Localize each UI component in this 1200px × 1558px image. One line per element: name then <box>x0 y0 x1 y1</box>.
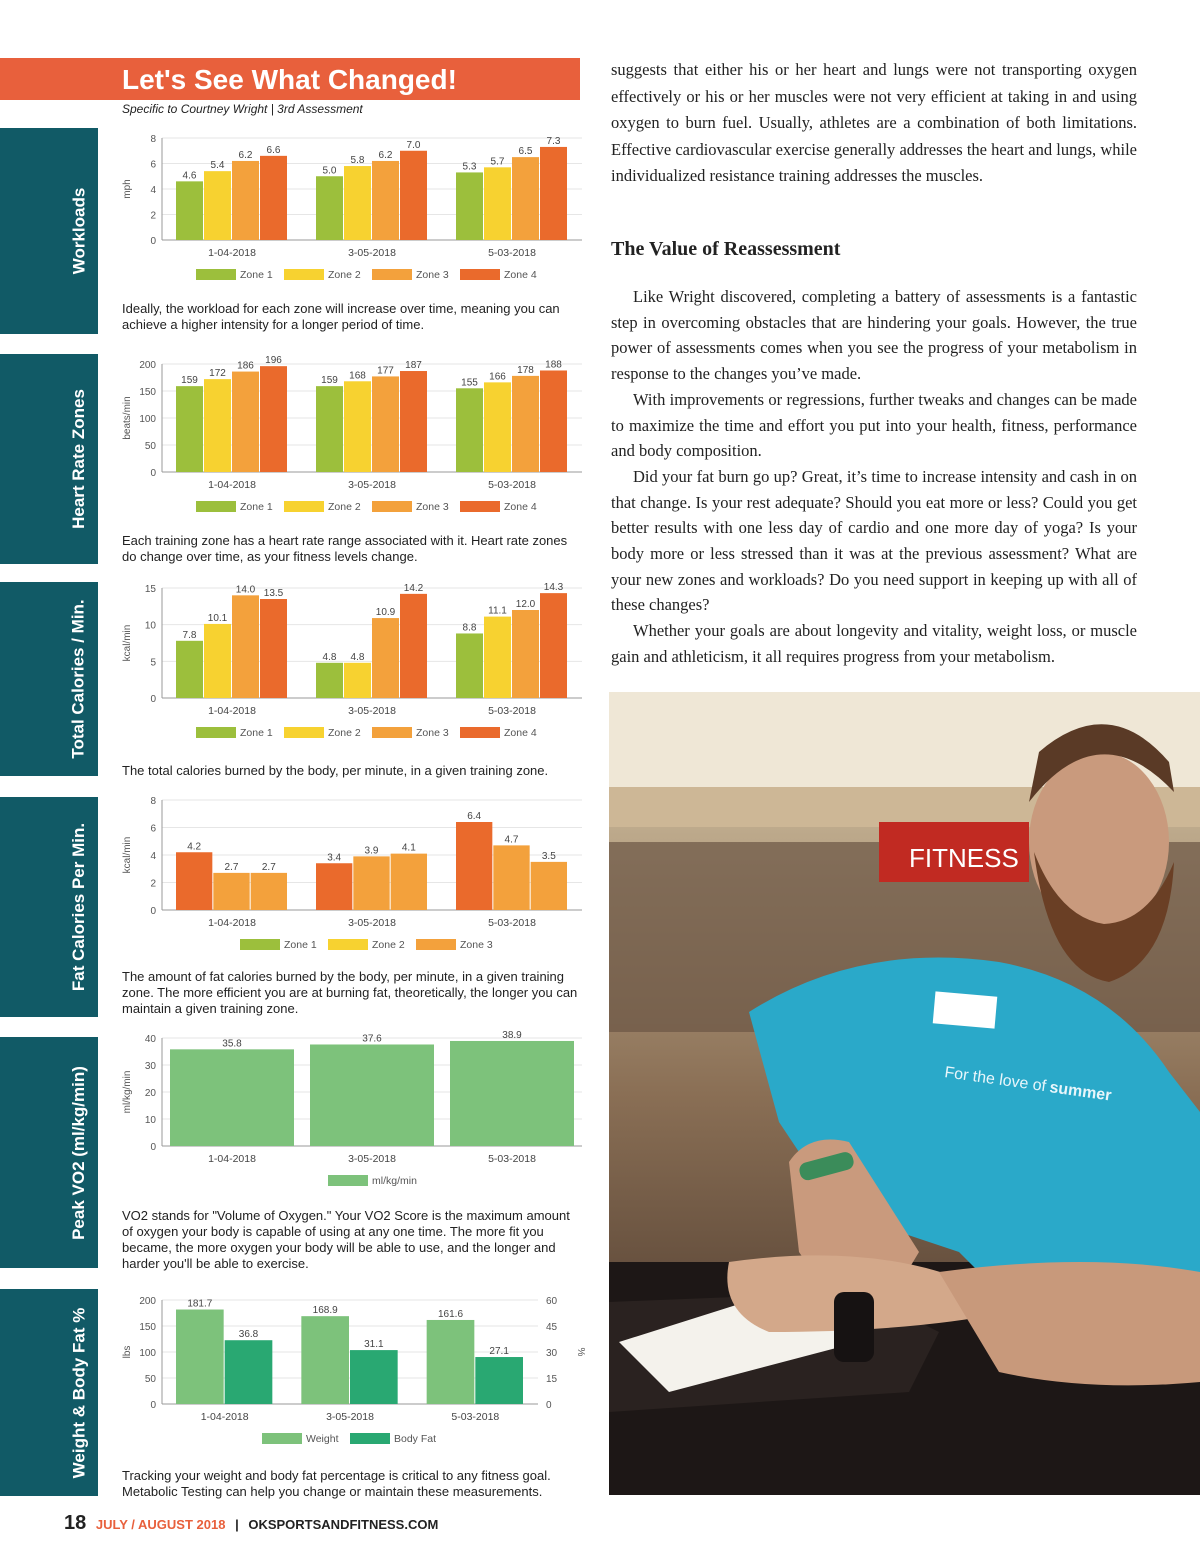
caption-fat-calories: The amount of fat calories burned by the body, per minute, in a given training zone. The more efficient you are at burning fat, theoretically, the longer you can maintain a given training zone. <box>122 969 578 1016</box>
fitness-sign-text: FITNESS <box>909 843 1019 873</box>
article-heading: The Value of Reassessment <box>611 238 841 260</box>
side-tab-fat-calories <box>0 797 98 1017</box>
data-label: 14.0 <box>235 584 256 596</box>
x-tick-label: 3-05-2018 <box>348 1153 396 1165</box>
side-tab-label: Heart Rate Zones <box>69 389 89 529</box>
bar <box>213 873 249 910</box>
data-label: 159 <box>321 375 338 387</box>
data-label: 5.4 <box>210 160 225 172</box>
chart-total-calories <box>112 578 588 756</box>
y-axis-label: kcal/min <box>122 836 133 874</box>
bar <box>260 366 287 472</box>
bar <box>484 382 511 472</box>
page-footer <box>64 1512 438 1535</box>
bar <box>204 624 231 698</box>
bar <box>353 856 389 910</box>
data-label: 10.1 <box>207 612 228 624</box>
data-label: 186 <box>237 360 254 372</box>
data-label: 5.3 <box>462 161 477 173</box>
legend-label: Zone 3 <box>416 501 449 513</box>
data-label: 196 <box>265 355 282 367</box>
data-label: 2.7 <box>261 861 276 873</box>
data-label: 14.2 <box>403 582 424 594</box>
data-label: 5.0 <box>322 165 337 177</box>
legend-swatch <box>262 1433 302 1444</box>
article-intro <box>611 57 1137 190</box>
data-label: 159 <box>181 375 198 387</box>
y-tick-label: 10 <box>144 620 156 632</box>
article-paragraph: Whether your goals are about longevity and vitality, weight loss, or muscle gain and athleticism, it all requires progress from your metabolism. <box>611 621 1137 666</box>
caption-vo2: VO2 stands for "Volume of Oxygen." Your VO2 Score is the maximum amount of oxygen your body is capable of using at any one time. The more fit you became, the more oxygen your body will be able to use, and the longer and harder you'll be able to exercise. <box>122 1208 570 1271</box>
x-tick-label: 3-05-2018 <box>348 479 396 491</box>
y2-tick-label: 45 <box>546 1322 558 1333</box>
data-label: 36.8 <box>238 1329 259 1341</box>
data-label: 168 <box>349 370 366 382</box>
legend-label: Zone 3 <box>460 939 493 951</box>
legend-swatch <box>284 727 324 738</box>
side-tab-label: Peak VO2 (ml/kg/min) <box>69 1065 88 1240</box>
data-label: 2.7 <box>224 861 239 873</box>
bar <box>540 147 567 240</box>
bar <box>232 161 259 240</box>
article-paragraph: Like Wright discovered, completing a battery of assessments is a fantastic step in overcoming obstacles that are hindering your goals. However, the true power of assessments comes when you see the progress of your metabolism in response to the changes you’ve made. <box>611 287 1137 384</box>
x-tick-label: 5-03-2018 <box>488 479 536 491</box>
y-tick-label: 2 <box>150 878 156 890</box>
data-label: 12.0 <box>515 599 536 610</box>
y-tick-label: 200 <box>139 360 156 371</box>
x-tick-label: 5-03-2018 <box>488 1153 536 1165</box>
chart-vo2 <box>112 1028 588 1204</box>
bar <box>512 610 539 698</box>
data-label: 181.7 <box>187 1298 213 1310</box>
y2-tick-label: 30 <box>546 1348 558 1359</box>
legend-swatch <box>372 501 412 512</box>
legend-swatch <box>460 269 500 280</box>
legend-swatch <box>416 939 456 950</box>
y-tick-label: 50 <box>144 441 156 452</box>
data-label: 3.5 <box>541 850 556 862</box>
bar <box>372 618 399 698</box>
x-tick-label: 1-04-2018 <box>208 247 256 259</box>
bar <box>176 641 203 698</box>
y-axis-label: kcal/min <box>122 624 133 662</box>
y-tick-label: 0 <box>150 468 156 479</box>
y-tick-label: 150 <box>139 387 156 398</box>
y-tick-label: 2 <box>150 210 156 222</box>
x-tick-label: 1-04-2018 <box>208 1153 256 1165</box>
data-label: 5.8 <box>350 155 365 167</box>
data-label: 6.2 <box>378 149 393 161</box>
data-label: 168.9 <box>312 1305 338 1317</box>
side-tab-workloads <box>0 128 98 334</box>
x-tick-label: 1-04-2018 <box>208 917 256 929</box>
side-tab-vo2 <box>0 1037 98 1268</box>
legend-swatch <box>240 939 280 950</box>
bar <box>232 595 259 698</box>
data-label: 172 <box>209 368 226 380</box>
photo-illustration <box>609 692 1200 1495</box>
x-tick-label: 5-03-2018 <box>488 917 536 929</box>
data-label: 27.1 <box>489 1346 509 1358</box>
legend-swatch <box>196 501 236 512</box>
legend-label: Zone 1 <box>240 501 273 513</box>
y-axis-label: mph <box>122 179 133 199</box>
legend-label: Body Fat <box>394 1433 437 1445</box>
legend-label: Zone 2 <box>328 501 361 513</box>
y-tick-label: 0 <box>150 906 156 917</box>
bar <box>301 1316 349 1404</box>
bar <box>456 172 483 240</box>
side-tab-total-calories <box>0 582 98 776</box>
legend-label: Zone 1 <box>284 939 317 951</box>
y2-axis-label: % <box>575 1347 586 1357</box>
name-badge <box>933 991 998 1028</box>
legend-swatch <box>284 269 324 280</box>
y-axis-label: ml/kg/min <box>122 1070 133 1114</box>
y-tick-label: 4 <box>150 851 156 862</box>
legend-label: ml/kg/min <box>372 1175 417 1187</box>
legend-label: Zone 1 <box>240 269 273 281</box>
data-label: 4.8 <box>322 651 337 663</box>
data-label: 38.9 <box>502 1029 522 1041</box>
chart-workloads <box>112 128 588 298</box>
y-tick-label: 40 <box>144 1034 156 1045</box>
x-tick-label: 3-05-2018 <box>348 247 396 259</box>
footer-site: OKSPORTSANDFITNESS.COM <box>248 1517 439 1532</box>
bar <box>400 371 427 472</box>
bar <box>310 1044 434 1146</box>
legend-label: Zone 2 <box>328 269 361 281</box>
x-tick-label: 5-03-2018 <box>488 247 536 259</box>
x-tick-label: 3-05-2018 <box>348 705 396 717</box>
bar <box>176 852 212 910</box>
data-label: 4.7 <box>504 834 519 846</box>
bar <box>232 372 259 472</box>
legend-swatch <box>328 1175 368 1186</box>
data-label: 4.2 <box>187 841 202 853</box>
bar <box>316 386 343 472</box>
data-label: 7.3 <box>546 135 561 147</box>
bar <box>400 151 427 240</box>
wrist-strap <box>834 1292 874 1362</box>
legend-label: Weight <box>306 1433 339 1445</box>
y-tick-label: 6 <box>150 159 156 171</box>
y-tick-label: 150 <box>139 1322 156 1333</box>
y2-tick-label: 60 <box>546 1296 558 1307</box>
y-tick-label: 100 <box>139 1348 156 1359</box>
article-body <box>611 284 1137 670</box>
y-tick-label: 0 <box>150 1400 156 1411</box>
x-tick-label: 3-05-2018 <box>348 917 396 929</box>
y-tick-label: 200 <box>139 1296 156 1307</box>
data-label: 4.1 <box>401 842 416 854</box>
x-tick-label: 5-03-2018 <box>451 1411 500 1423</box>
bar <box>531 862 567 910</box>
bar <box>170 1049 294 1146</box>
legend-label: Zone 4 <box>504 727 537 739</box>
caption-heart-rate: Each training zone has a heart rate range associated with it. Heart rate zones do change over time, as your fitness levels change. <box>122 533 568 564</box>
bar <box>456 822 492 910</box>
data-label: 6.5 <box>518 146 533 158</box>
data-label: 6.2 <box>238 149 253 161</box>
data-label: 31.1 <box>364 1339 384 1351</box>
page-number: 18 <box>64 1512 87 1534</box>
side-tab-label: Fat Calories Per Min. <box>69 822 89 992</box>
bar <box>475 1357 523 1404</box>
legend-label: Zone 2 <box>328 727 361 739</box>
y-axis-label: beats/min <box>122 396 133 440</box>
data-label: 4.8 <box>350 651 365 663</box>
legend-swatch <box>350 1433 390 1444</box>
data-label: 37.6 <box>362 1033 382 1045</box>
data-label: 155 <box>461 377 478 389</box>
bar <box>176 181 203 240</box>
y-tick-label: 8 <box>150 796 156 807</box>
bar <box>372 376 399 472</box>
data-label: 178 <box>517 364 534 376</box>
bar <box>512 157 539 240</box>
y-tick-label: 0 <box>150 1142 156 1153</box>
side-tab-weight <box>0 1289 98 1496</box>
trainer-photo <box>609 692 1200 1495</box>
side-tab-label: Weight & Body Fat % <box>69 1307 89 1478</box>
data-label: 187 <box>405 360 422 372</box>
x-tick-label: 1-04-2018 <box>200 1411 249 1423</box>
bar <box>344 381 371 472</box>
data-label: 11.1 <box>488 605 507 617</box>
legend-swatch <box>196 269 236 280</box>
article-paragraph: With improvements or regressions, further tweaks and changes can be made to maximize the time and effort you put into your health, fitness, performance and body composition. <box>611 389 1137 461</box>
data-label: 7.8 <box>182 629 197 641</box>
article-paragraph: Did your fat burn go up? Great, it’s time to increase intensity and cash in on that change. Is your rest adequate? Should you eat more or less? Could you get better results with one less day of cardio and one more day of yoga? Is your body more or less stressed than it was at the previous assessment? What are your new zones and workloads? Do you need support in keeping up with all of these changes? <box>611 466 1137 615</box>
bar <box>540 593 567 698</box>
legend-swatch <box>460 501 500 512</box>
bar <box>450 1041 574 1146</box>
bar <box>176 386 203 472</box>
data-label: 4.6 <box>182 170 197 182</box>
y-tick-label: 50 <box>144 1374 156 1385</box>
legend-swatch <box>372 727 412 738</box>
caption-weight: Tracking your weight and body fat percentage is critical to any fitness goal. Metabolic Testing can help you change or maintain these measurements. <box>122 1468 551 1499</box>
data-label: 10.9 <box>375 607 396 619</box>
bar <box>344 663 371 698</box>
data-label: 188 <box>545 359 562 371</box>
bar <box>176 1310 224 1404</box>
page-subtitle: Specific to Courtney Wright | 3rd Assessment <box>122 102 363 116</box>
chart-heart-rate <box>112 354 588 530</box>
data-label: 166 <box>489 371 506 383</box>
bar <box>493 845 529 910</box>
x-tick-label: 5-03-2018 <box>488 705 536 717</box>
y-axis-label: lbs <box>122 1345 133 1359</box>
legend-label: Zone 4 <box>504 501 537 513</box>
side-tab-label: Workloads <box>69 187 88 275</box>
bar <box>427 1320 475 1404</box>
bar <box>204 379 231 472</box>
y2-tick-label: 0 <box>546 1400 552 1411</box>
page-title: Let's See What Changed! <box>122 64 457 95</box>
issue-date: JULY / AUGUST 2018 <box>95 1517 226 1532</box>
footer-separator: | <box>235 1517 239 1532</box>
y-tick-label: 5 <box>150 657 156 669</box>
y-tick-label: 4 <box>150 185 156 196</box>
y-tick-label: 15 <box>144 584 156 595</box>
data-label: 5.7 <box>490 156 505 168</box>
bar <box>316 863 352 910</box>
y-tick-label: 100 <box>139 414 156 425</box>
bar <box>456 388 483 472</box>
shirt-text-2: summer <box>1048 1079 1113 1105</box>
bar <box>204 171 231 240</box>
legend-label: Zone 3 <box>416 727 449 739</box>
side-tab-label: Total Calories / Min. <box>69 599 89 759</box>
bar <box>225 1340 273 1404</box>
y-tick-label: 10 <box>144 1115 156 1126</box>
side-tab-heart-rate <box>0 354 98 564</box>
article-intro-text: suggests that either his or her heart and lungs were not transporting oxygen effectively or his or her muscles were not very efficient at taking in and using oxygen to burn fuel. Usually, athletes are a combination of both limitations. Effective cardiovascular exercise generally addresses the heart and lungs, while individualized resistance training addresses the muscles. <box>611 60 1137 185</box>
chart-fat-calories <box>112 790 588 968</box>
bar <box>344 166 371 240</box>
bar <box>350 1350 398 1404</box>
bar <box>456 633 483 698</box>
y-tick-label: 0 <box>150 236 156 247</box>
bar <box>316 663 343 698</box>
bar <box>484 617 511 698</box>
x-tick-label: 1-04-2018 <box>208 479 256 491</box>
legend-swatch <box>328 939 368 950</box>
y-tick-label: 30 <box>144 1061 156 1072</box>
data-label: 7.0 <box>406 139 421 151</box>
bar <box>260 156 287 240</box>
bar <box>316 176 343 240</box>
bar <box>400 594 427 698</box>
caption-total-calories: The total calories burned by the body, per minute, in a given training zone. <box>122 763 549 778</box>
bar <box>484 167 511 240</box>
data-label: 3.4 <box>327 852 342 864</box>
bar <box>372 161 399 240</box>
y-tick-label: 6 <box>150 823 156 835</box>
data-label: 161.6 <box>437 1308 464 1320</box>
data-label: 6.4 <box>467 811 482 822</box>
bar <box>251 873 287 910</box>
shirt-text-1: For the love of <box>943 1064 1048 1096</box>
bar <box>512 376 539 472</box>
legend-label: Zone 2 <box>372 939 405 951</box>
y-tick-label: 0 <box>150 694 156 705</box>
y-tick-label: 8 <box>150 134 156 145</box>
chart-weight <box>112 1290 588 1462</box>
legend-swatch <box>196 727 236 738</box>
y2-tick-label: 15 <box>546 1374 558 1385</box>
bar <box>260 599 287 698</box>
data-label: 8.8 <box>462 622 477 634</box>
bar <box>391 854 427 910</box>
y-tick-label: 20 <box>144 1088 156 1099</box>
data-label: 3.9 <box>364 845 379 857</box>
legend-swatch <box>372 269 412 280</box>
legend-label: Zone 3 <box>416 269 449 281</box>
caption-workloads: Ideally, the workload for each zone will increase over time, meaning you can achieve a higher intensity for a longer period of time. <box>122 301 560 332</box>
data-label: 6.6 <box>266 144 281 156</box>
x-tick-label: 1-04-2018 <box>208 705 256 717</box>
data-label: 14.3 <box>543 582 564 594</box>
data-label: 35.8 <box>222 1038 242 1050</box>
bar <box>540 370 567 472</box>
legend-label: Zone 4 <box>504 269 537 281</box>
data-label: 13.5 <box>263 588 284 599</box>
legend-swatch <box>284 501 324 512</box>
data-label: 177 <box>377 365 394 377</box>
x-tick-label: 3-05-2018 <box>326 1411 374 1423</box>
legend-label: Zone 1 <box>240 727 273 739</box>
legend-swatch <box>460 727 500 738</box>
